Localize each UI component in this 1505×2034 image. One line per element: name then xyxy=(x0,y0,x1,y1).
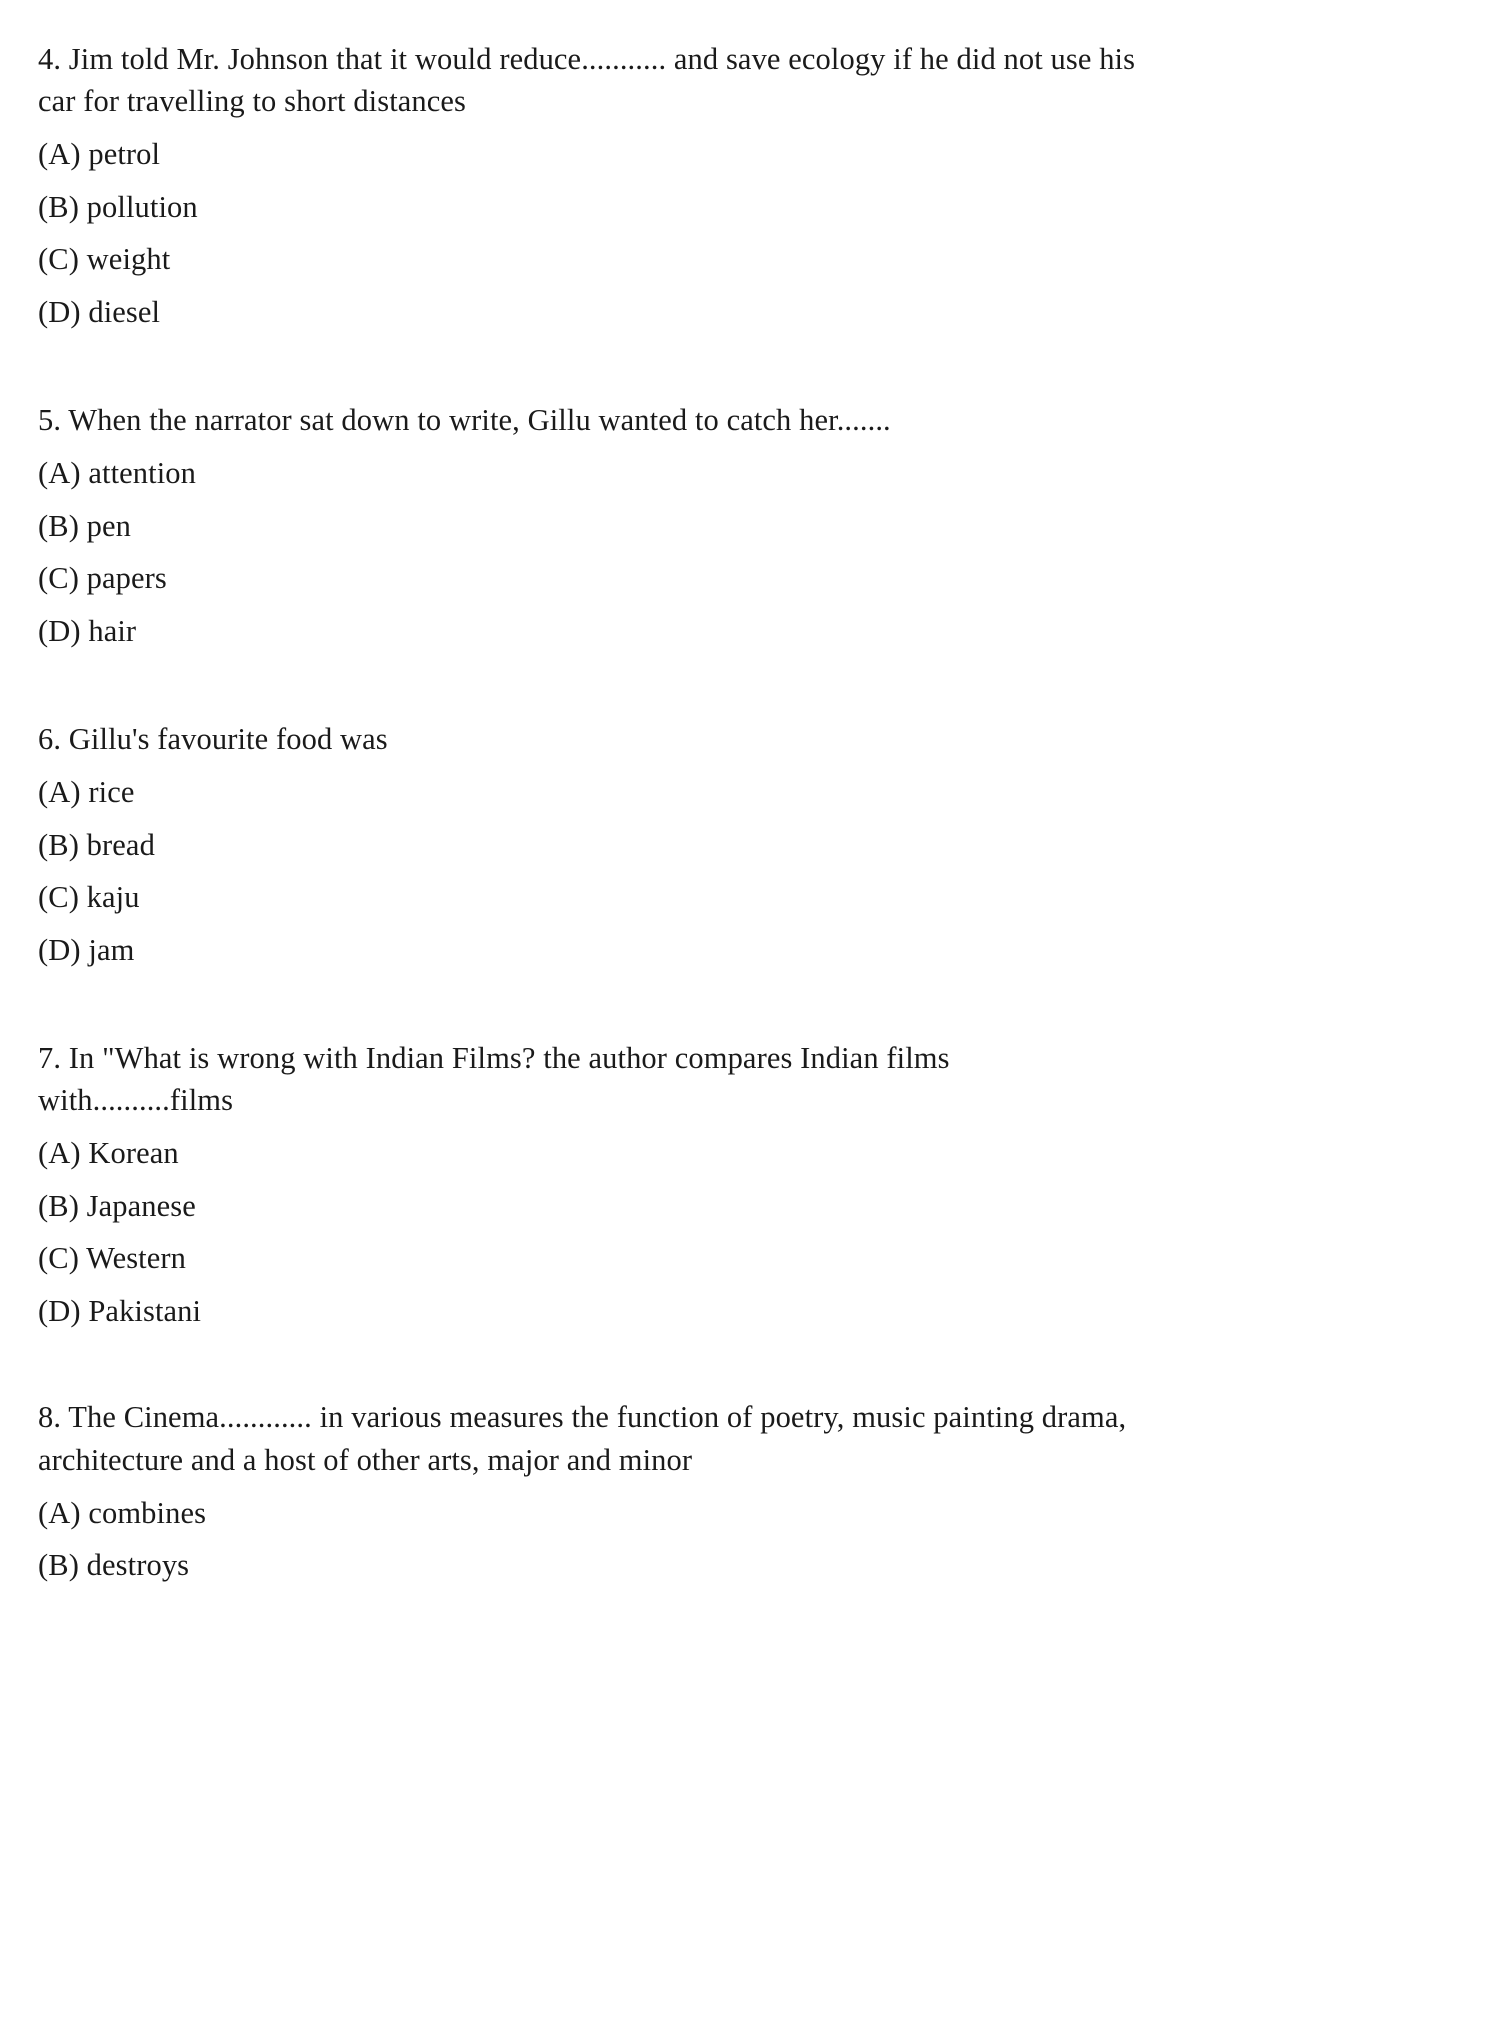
option-4-b[interactable]: (B) pollution xyxy=(38,189,198,224)
question-text-8: 8. The Cinema............ in various measures the function of poetry, music painting drama, architecture and a host of other arts, major and minor xyxy=(38,1400,1127,1477)
option-6-a[interactable]: (A) rice xyxy=(38,775,135,810)
block-spacer xyxy=(38,1326,1445,1396)
option-5-d[interactable]: (D) hair xyxy=(38,613,137,648)
block-spacer xyxy=(38,646,1445,718)
question-block-5 xyxy=(38,399,1445,646)
option-7-c[interactable]: (C) Western xyxy=(38,1241,187,1276)
option-5-b[interactable]: (B) pen xyxy=(38,508,132,543)
option-7-b[interactable]: (B) Japanese xyxy=(38,1188,196,1223)
option-7-a[interactable]: (A) Korean xyxy=(38,1136,179,1171)
option-5-a[interactable]: (A) attention xyxy=(38,456,196,491)
question-block-4 xyxy=(38,38,1445,327)
question-text-5: 5. When the narrator sat down to write, Gillu wanted to catch her....... xyxy=(38,403,891,438)
question-text-4: 4. Jim told Mr. Johnson that it would reduce........... and save ecology if he did not use his car for travelling to short distances xyxy=(38,42,1136,119)
question-block-8 xyxy=(38,1396,1445,1583)
option-5-c[interactable]: (C) papers xyxy=(38,561,167,596)
block-spacer xyxy=(38,327,1445,399)
option-6-b[interactable]: (B) bread xyxy=(38,827,155,862)
option-4-a[interactable]: (A) petrol xyxy=(38,137,161,172)
option-4-d[interactable]: (D) diesel xyxy=(38,294,161,329)
option-6-d[interactable]: (D) jam xyxy=(38,932,135,967)
question-text-6: 6. Gillu's favourite food was xyxy=(38,722,388,757)
question-block-7 xyxy=(38,1037,1445,1326)
option-6-c[interactable]: (C) kaju xyxy=(38,880,140,915)
option-7-d[interactable]: (D) Pakistani xyxy=(38,1293,202,1328)
question-text-7: 7. In "What is wrong with Indian Films? the author compares Indian films with..........films xyxy=(38,1041,950,1118)
option-8-a[interactable]: (A) combines xyxy=(38,1495,207,1530)
question-block-6 xyxy=(38,718,1445,965)
option-8-b[interactable]: (B) destroys xyxy=(38,1548,190,1583)
block-spacer xyxy=(38,965,1445,1037)
option-4-c[interactable]: (C) weight xyxy=(38,242,171,277)
